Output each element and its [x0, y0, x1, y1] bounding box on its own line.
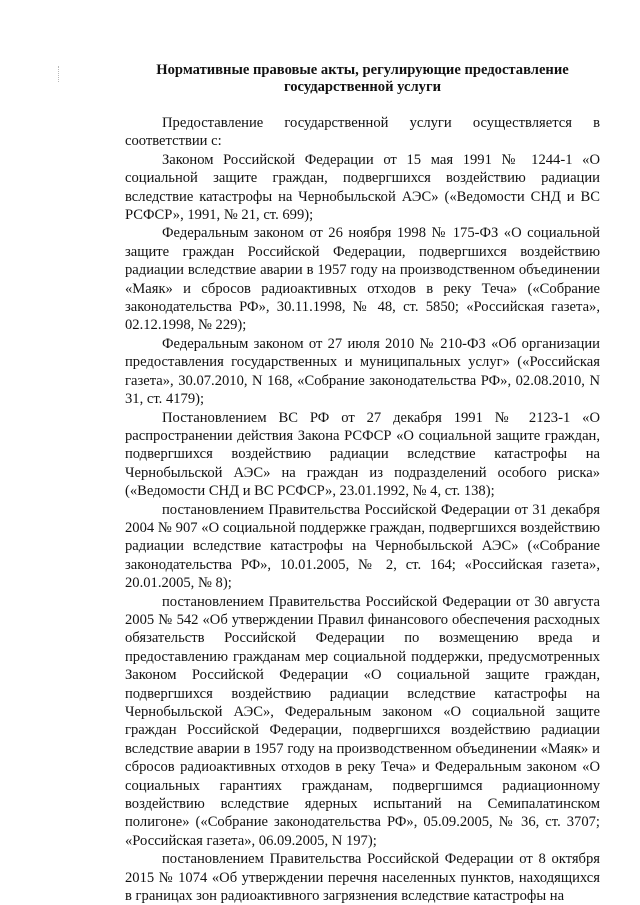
resolution-542-paragraph: постановлением Правительства Российской Федерации от 30 августа 2005 № 542 «Об утверждении Правил финансового обеспечения расходных обязательств Российской Федерации по возмещению вреда и предоставлению гражданам мер социальной поддержки, предусмотренных Законом Российской Федерации «О социальной защите граждан, подвергшихся воздействию радиации вследствие катастрофы на Чернобыльской АЭС», Федеральным законом «О социальной защите граждан Российской Федерации, подвергшихся воздействию радиации вследствие аварии в 1957 году на производственном объединении «Маяк» и сбросов радиоактивных отходов в реку Теча» и Федеральным законом «О социальных гарантиях гражданам, подвергшимся радиационному воздействию вследствие ядерных испытаний на Семипалатинском полигоне» («Собрание законодательства РФ», 05.09.2005, № 36, ст. 3707; «Российская газета», 06.09.2005, N 197); — [125, 593, 600, 849]
title-line-2: государственной услуги — [283, 79, 442, 95]
document-title — [125, 62, 600, 96]
resolution-2123-1-paragraph: Постановлением ВС РФ от 27 декабря 1991 № 2123-1 «О распространении действия Закона РСФСР «О социальной защите граждан, подвергшихся воздействию радиации вследствие катастрофы на Чернобыльской АЭС» на граждан из подразделений особого риска» («Ведомости СНД и ВС РСФСР», 23.01.1992, № 4, ст. 138); — [125, 409, 600, 500]
law-175-fz-paragraph: Федеральным законом от 26 ноября 1998 № 175-ФЗ «О социальной защите граждан Российской Федерации, подвергшихся воздействию радиации вследствие аварии в 1957 году на производственном объединении «Маяк» и сбросов радиоактивных отходов в реку Теча» («Собрание законодательства РФ», 30.11.1998, № 48, ст. 5850; «Российская газета», 02.12.1998, № 229); — [125, 225, 600, 334]
law-1244-1-paragraph: Законом Российской Федерации от 15 мая 1991 № 1244-1 «О социальной защите граждан, подвергшихся воздействию радиации вследствие катастрофы на Чернобыльской АЭС» («Ведомости СНД и ВС РСФСР», 1991, № 21, ст. 699); — [125, 151, 600, 224]
document-body — [125, 62, 600, 905]
resolution-907-paragraph: постановлением Правительства Российской Федерации от 31 декабря 2004 № 907 «О социальной поддержке граждан, подвергшихся воздействию радиации вследствие катастрофы на Чернобыльской АЭС» («Собрание законодательства РФ», 10.01.2005, № 2, ст. 164; «Российская газета», 20.01.2005, № 8); — [125, 501, 600, 592]
scan-margin-mark — [58, 66, 60, 82]
resolution-1074-paragraph: постановлением Правительства Российской Федерации от 8 октября 2015 № 1074 «Об утверждении перечня населенных пунктов, находящихся в границах зон радиоактивного загрязнения вследствие катастрофы на — [125, 851, 600, 905]
law-210-fz-paragraph: Федеральным законом от 27 июля 2010 № 210-ФЗ «Об организации предоставления государственных и муниципальных услуг» («Российская газета», 30.07.2010, N 168, «Собрание законодательства РФ», 02.08.2010, N 31, ст. 4179); — [125, 335, 600, 408]
title-line-1: Нормативные правовые акты, регулирующие предоставление — [156, 62, 569, 78]
intro-paragraph: Предоставление государственной услуги осуществляется в соответствии с: — [125, 115, 600, 150]
